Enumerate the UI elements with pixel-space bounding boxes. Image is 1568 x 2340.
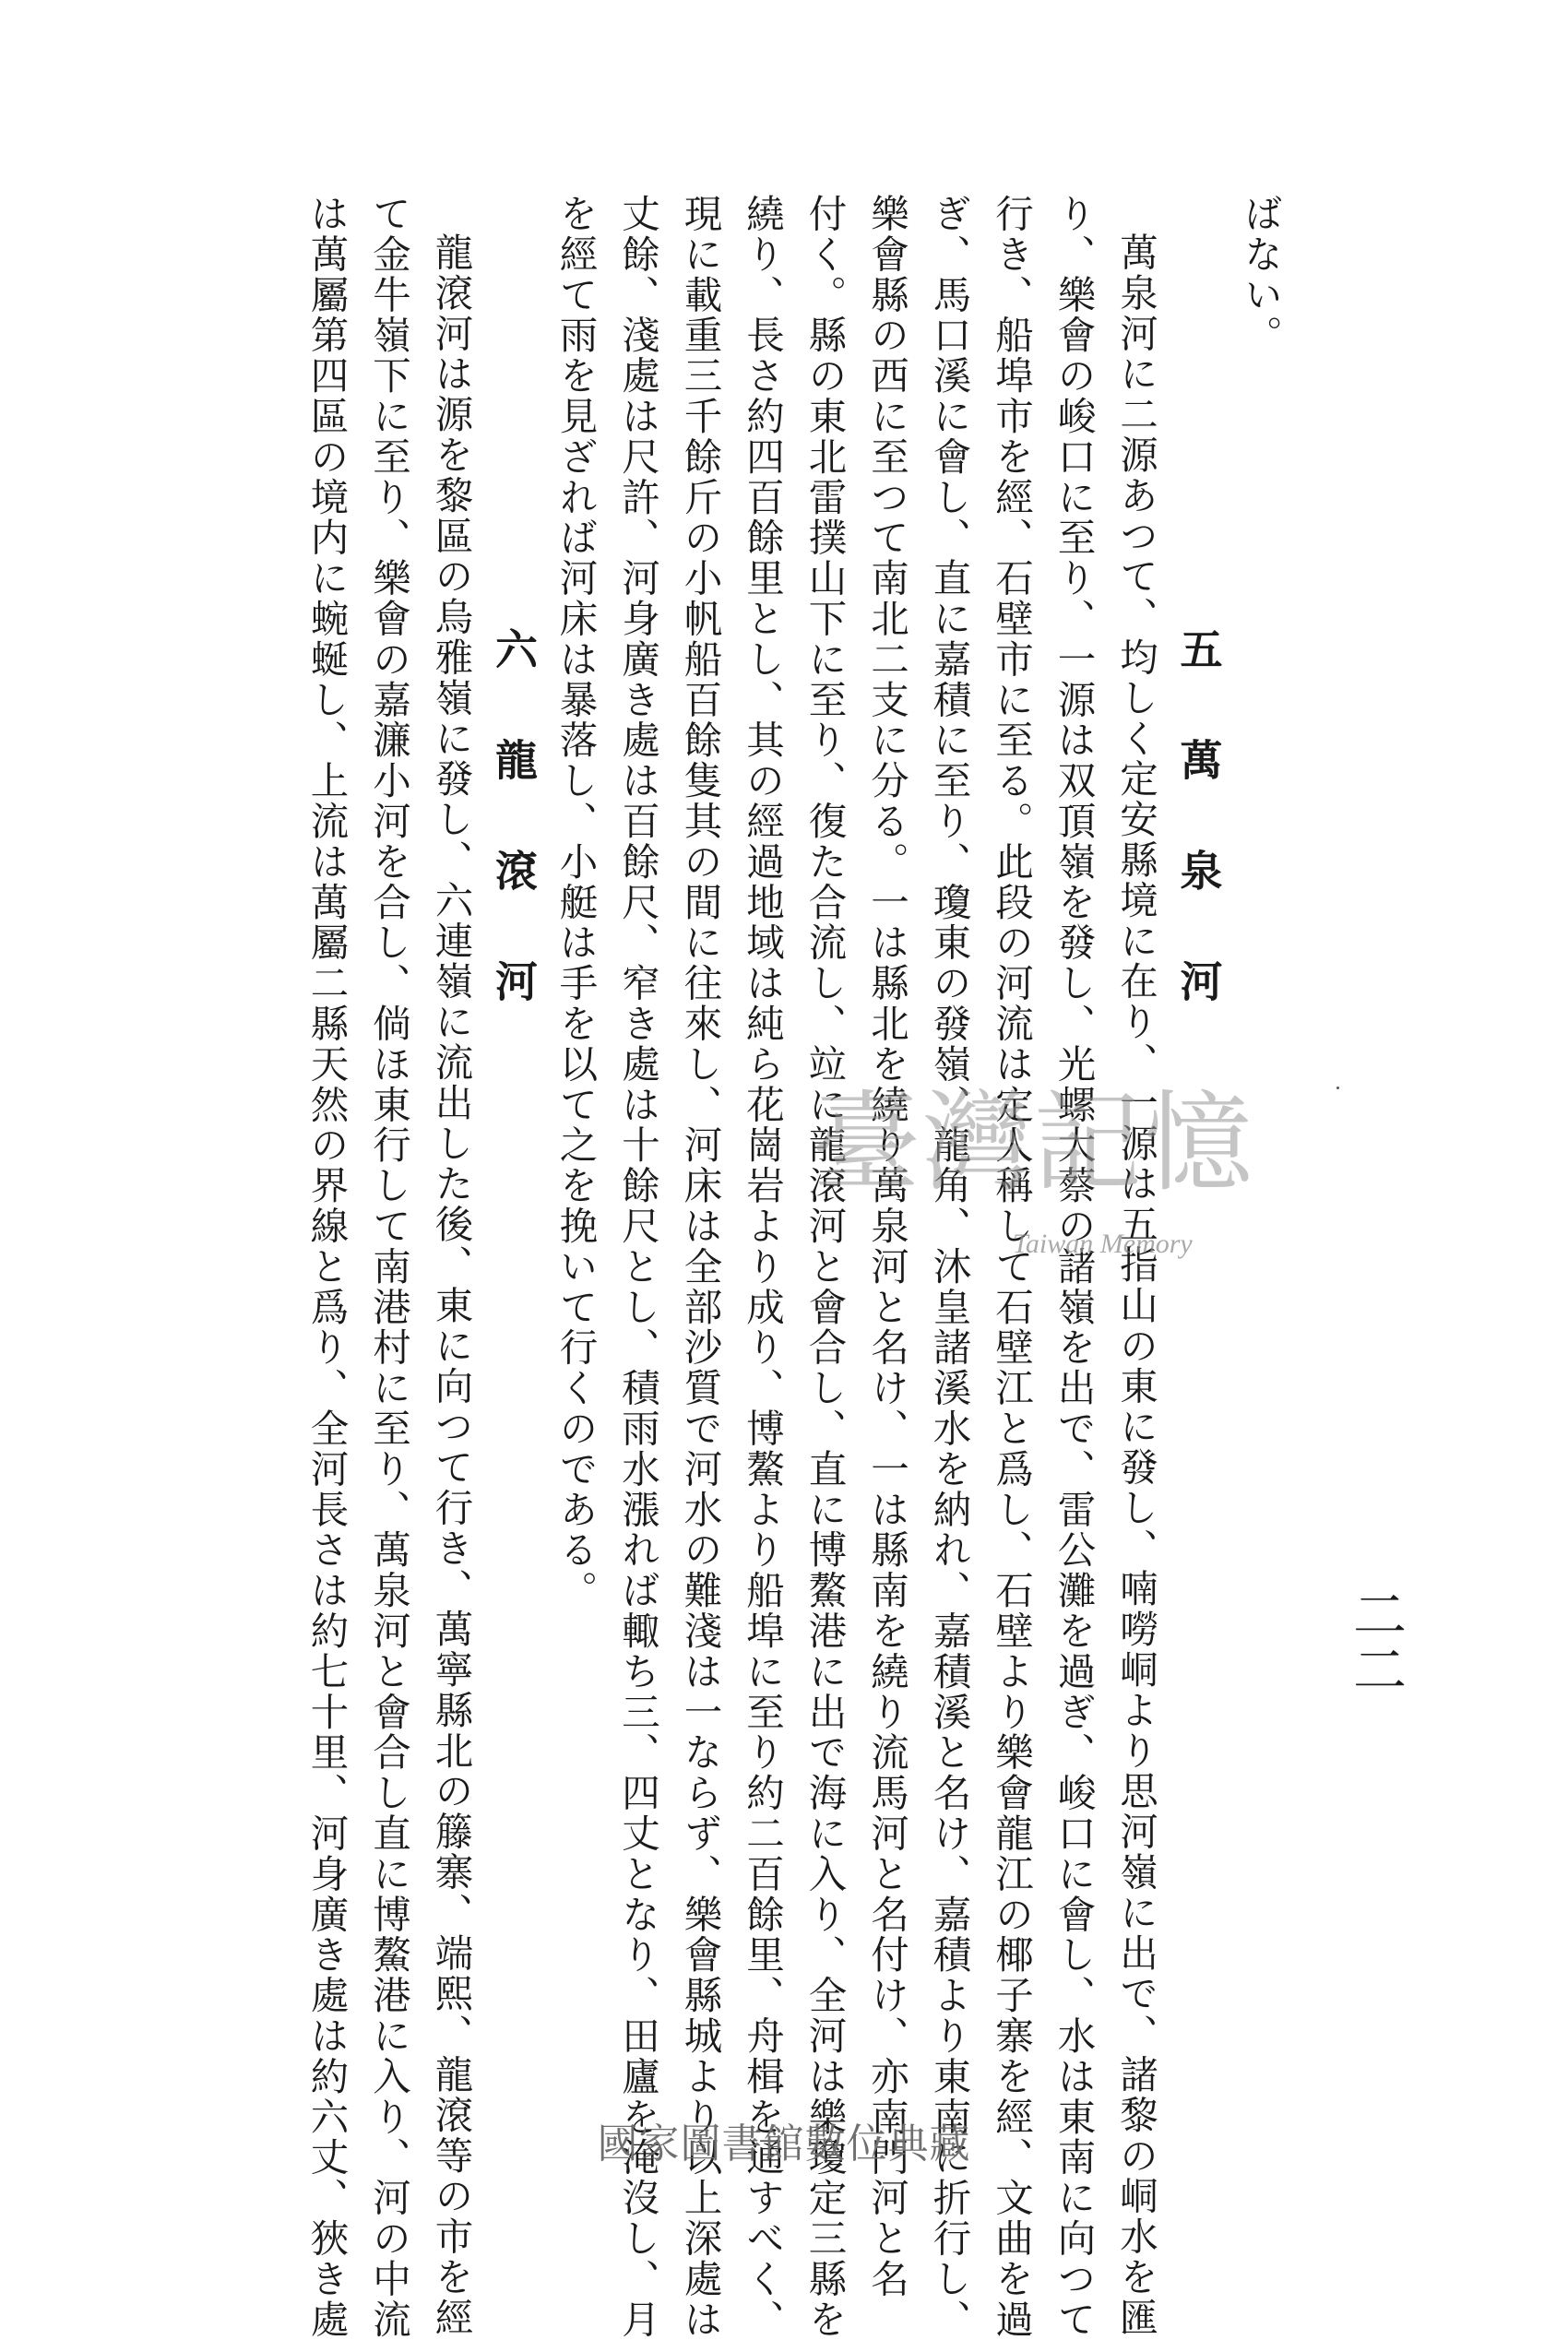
text-line: は萬屬第四區の境内に蜿蜒し、上流は萬屬二縣天然の界線と爲り、全河長さは約七十里、河身廣き處は約六丈、狹き處 (303, 194, 350, 2340)
text-line: を經て雨を見ざれば河床は暴落し、小艇は手を以て之を挽いて行くのである。 (552, 194, 599, 1611)
page-number: 二二 (1344, 1586, 1407, 1697)
text-line: 現に載重三千餘斤の小帆船百餘隻其の間に往來し、河床は全部沙質で河水の難淺は一ならず、樂會縣城より以上深處は (677, 194, 723, 2340)
text-line: 行き、船埠市を經、石壁市に至る。此段の河流は定人稱して石壁江と爲し、石壁より樂會龍江の椰子寨を經、文曲を過 (989, 194, 1034, 2340)
section-heading: 六龍滾河 (489, 627, 539, 1070)
page-mark (1336, 1087, 1339, 1089)
text-line: 丈餘、淺處は尺許、河身廣き處は百餘尺、窄き處は十餘尺とし、積雨水漲れば輙ち三、四丈となり、田廬を淹沒し、月 (615, 194, 660, 2340)
text-line: 繞り、長さ約四百餘里とし、其の經過地域は純ら花崗岩より成り、博鰲より船埠に至り約二百餘里、舟楫を通すべく、 (740, 194, 785, 2340)
watermark-chinese: 臺灣記憶 (812, 1079, 1255, 1206)
text-line: 樂會縣の西に至つて南北二支に分る。一は縣北を繞り萬泉河と名け、一は縣南を繞り流馬河と名付け、亦南門河と名 (864, 194, 909, 2299)
text-line: 龍滾河は源を黎區の烏雅嶺に發し、六連嶺に流出した後、東に向つて行き、萬寧縣北の籐寨、端熙、龍滾等の市を經 (428, 232, 474, 2338)
text-line: て金牛嶺下に至り、樂會の嘉濂小河を合し、倘ほ東行して南港村に至り、萬泉河と會合し直に博鰲港に入り、河の中流 (366, 194, 411, 2340)
text-line: 付く。縣の東北雷撲山下に至り、復た合流し、竝に龍滾河と會合し、直に博鰲港に出で海に入り、全河は樂瓊定三縣を (802, 194, 848, 2340)
section-heading: 五萬泉河 (1173, 627, 1224, 1070)
text-line: ばない。 (1238, 194, 1283, 356)
text-line: り、樂會の峻口に至り、一源は双頂嶺を發し、光螺大蔡の諸嶺を出で、雷公灘を過ぎ、峻口に會し、水は東南に向つて (1051, 194, 1097, 2340)
watermark-english: Taiwan Memory (1013, 1229, 1193, 1259)
text-line: ぎ、馬口溪に會し、直に嘉積に至り、瓊東の發嶺、龍角、沐皇諸溪水を納れ、嘉積溪と名け、嘉積より東南に折行し、 (926, 194, 972, 2340)
text-line: 萬泉河に二源あつて、均しく定安縣境に在り、一源は五指山の東に發し、喃嘮峒より思河嶺に出で、諸黎の峒水を匯 (1113, 232, 1158, 2338)
footer-credit: 國家圖書館數位典藏 (597, 2120, 971, 2168)
